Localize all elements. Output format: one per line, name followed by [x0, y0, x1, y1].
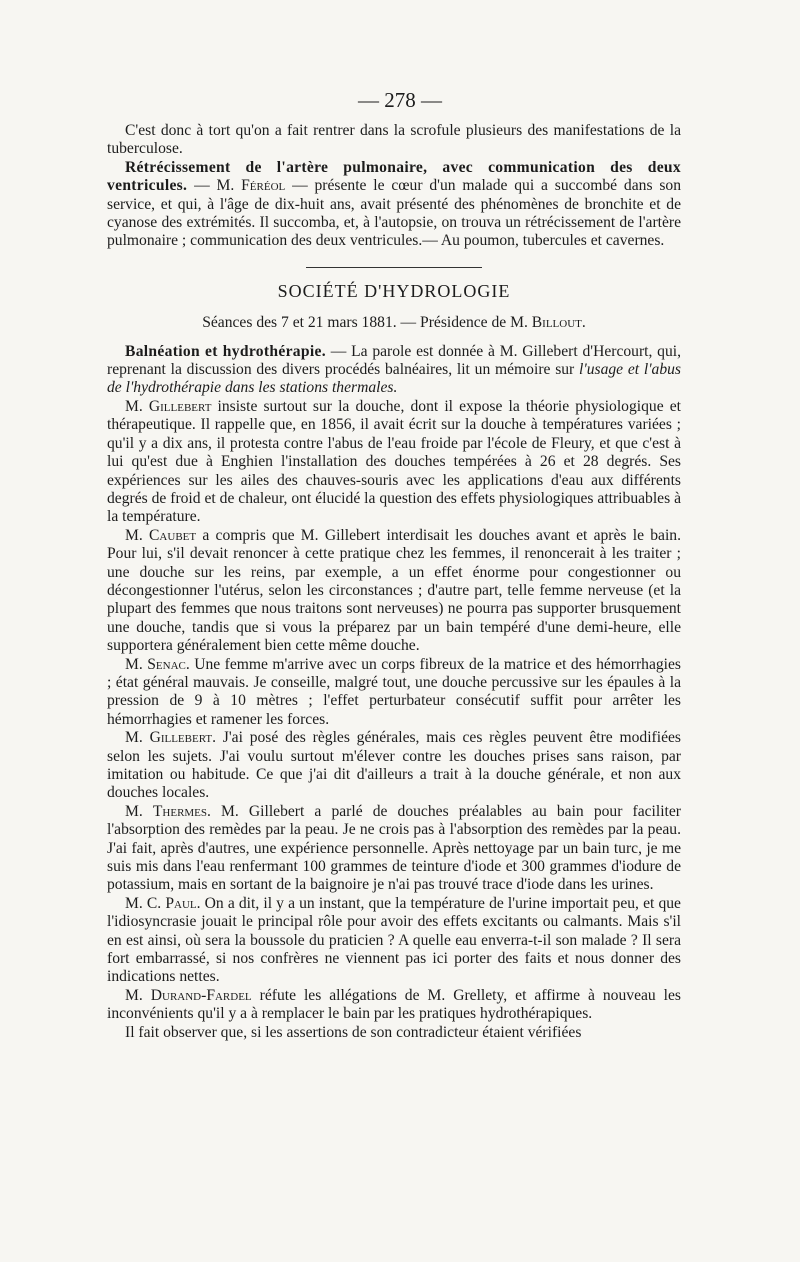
paragraph-gillebert-1 [107, 398, 681, 527]
paragraph-paul [107, 895, 681, 987]
paragraph-last-line: Il fait observer que, si les assertions de son contradicteur étaient vérifiées [125, 1023, 582, 1041]
speaker-prefix: M. [125, 986, 151, 1004]
seances-text: Séances des 7 et 21 mars 1881. — Présidence de M. [202, 314, 532, 332]
speaker-fereol: M. Féréol [216, 177, 286, 195]
paragraph-gillebert-2 [107, 729, 681, 803]
seances-president: Billout. [531, 314, 586, 332]
seances-line [107, 314, 681, 332]
paragraph-text: a compris que M. Gillebert interdisait les douches avant et après le bain. Pour lui, s'il devait renoncer à cette pratique chez les femmes, il renoncerait à les traiter ; une douche sur les reins, par exemple, a un effet énorme pour congestionner ou décongestionner l'utérus, selon les circonstances ; d'autre part, telle femme nerveuse (et la plupart des femmes que nous traitons sont nerveuses) ne pourra pas supporter brusquement une douche, tandis que si vous la préparez par un bain tempéré d'une demi-heure, elle supportera généralement bien cette même douche. [107, 526, 681, 655]
paragraph-text: . J'ai posé des règles générales, mais ces règles peuvent être modifiées selon les sujets. J'ai voulu surtout m'élever contre les douches prises sans raison, par imitation ou habitude. Ce que j'ai dit d'ailleurs a trait à la douche générale, et non aux douches locales. [107, 729, 681, 802]
paragraph-senac [107, 656, 681, 730]
speaker-prefix: M. [125, 397, 149, 415]
speaker-name: Caubet [149, 526, 197, 544]
speaker-name: Senac [147, 655, 186, 673]
speaker-name: Gillebert [148, 397, 212, 415]
paragraph-caubet [107, 527, 681, 656]
page-body [107, 122, 681, 1042]
balneation-text: — La parole est donnée à M. Gillebert d'Hercourt, qui, reprenant la discussion des divers procédés balnéaires, lit un mémoire sur [107, 342, 681, 379]
section-heading: SOCIÉTÉ D'HYDROLOGIE [277, 280, 511, 301]
rubric-balneation: Balnéation et hydrothérapie. [125, 342, 326, 360]
paragraph-text: insiste surtout sur la douche, dont il expose la théorie physiologique et thérapeutique. Il rappelle que, en 1856, il avait écrit sur la douche à températures variées ; qu'il y a dix ans, il protesta contre l'abus de l'eau froide par l'école de Fleury, et que c'est à lui qu'est due à Enghien l'installation des douches tempérées à 26 et 28 degrés. Ses expériences sur les ailes des chauves-souris avec les applications d'eau aux différents degrés de froid et de chaleur, ont élucidé la question des effets physiologiques attribuables à la température. [107, 397, 681, 526]
paragraph-text: . M. Gillebert a parlé de douches préalables au bain pour faciliter l'absorption des remèdes par la peau. Je ne crois pas à l'absorption des remèdes par la peau. J'ai fait, après d'autres, une expérience personnelle. Après nettoyage par un bain turc, je me suis mis dans l'eau renfermant 100 grammes de teinture d'iode et 300 grammes d'iodure de potassium, mais en sortant de la baignoire je n'ai pas trouvé trace d'iode dans les urines. [107, 802, 681, 894]
speaker-name: Durand-Fardel [150, 986, 252, 1004]
speaker-name: Thermes [152, 802, 208, 820]
speaker-name: Paul [165, 894, 197, 912]
paragraph-text: . On a dit, il y a un instant, que la température de l'urine importait peu, et que l'idiosyncrasie jouait le principal rôle pour avoir des effets excitants ou calmants. Mais s'il en est ainsi, où sera la boussole du praticien ? A quelle eau enverra-t-il son malade ? Il sera fort embarrassé, si nos confrères ne viennent pas ici porter des faits et nous donner des indications nettes. [107, 894, 681, 986]
paragraph-balneation [107, 343, 681, 398]
paragraph-text: réfute les allégations de M. Grellety, et affirme à nouveau les inconvénients qu'il y a à remplacer le bain par les pratiques hydrothérapiques. [107, 986, 681, 1023]
speaker-name: Gillebert [149, 729, 213, 747]
section-rule [306, 267, 482, 268]
paragraph-retrecissement: Rétrécissement de l'artère pulmonaire, avec communication des deux ventricules. — M. Féréol — présente le cœur d'un malade qui a succombé dans son service, et qui, à l'âge de dix-huit ans, avait présenté des phénomènes de bronchite et de cyanose des extrémités. Il succomba, et, à l'autopsie, on trouva un rétrécissement de l'artère pulmonaire ; communication des deux ventricules.— Au poumon, tubercules et cavernes. [107, 158, 682, 250]
balneation-italic: l'usage et l'abus de l'hydrothérapie dans les stations thermales. [107, 361, 681, 397]
retrecissement-text: — présente le cœur d'un malade qui a succombé dans son service, et qui, à l'âge de dix-huit ans, avait présenté des phénomènes de bronchite et de cyanose des extrémités. Il succomba, et, à l'autopsie, on trouva un rétrécissement de l'artère pulmonaire ; communication des deux ventricules.— Au poumon, tubercules et cavernes. [107, 177, 682, 250]
speaker-prefix: M. [125, 729, 150, 747]
page-number: — 278 — [358, 88, 442, 112]
paragraph-intro: C'est donc à tort qu'on a fait rentrer dans la scrofule plusieurs des manifestations de la tuberculose. [107, 122, 681, 158]
paragraph-durand-fardel [107, 987, 681, 1024]
speaker-prefix: M. [125, 802, 153, 820]
speaker-prefix: M. [125, 526, 150, 544]
paragraph-text: . Une femme m'arrive avec un corps fibreux de la matrice et des hémorrhagies ; état général mauvais. Je conseille, malgré tout, une douche percussive sur les épaules à la pression de 9 à 10 mètres ; l'effet perturbateur consécutif suffit pour arrêter les hémorrhagies et ramener les forces. [107, 655, 681, 728]
speaker-prefix: M. [125, 655, 148, 673]
rubric-retrecissement: Rétrécissement de l'artère pulmonaire, avec communication des deux ventricules. [107, 158, 681, 195]
speaker-prefix: M. C. [125, 894, 166, 912]
paragraph-thermes [107, 803, 681, 895]
